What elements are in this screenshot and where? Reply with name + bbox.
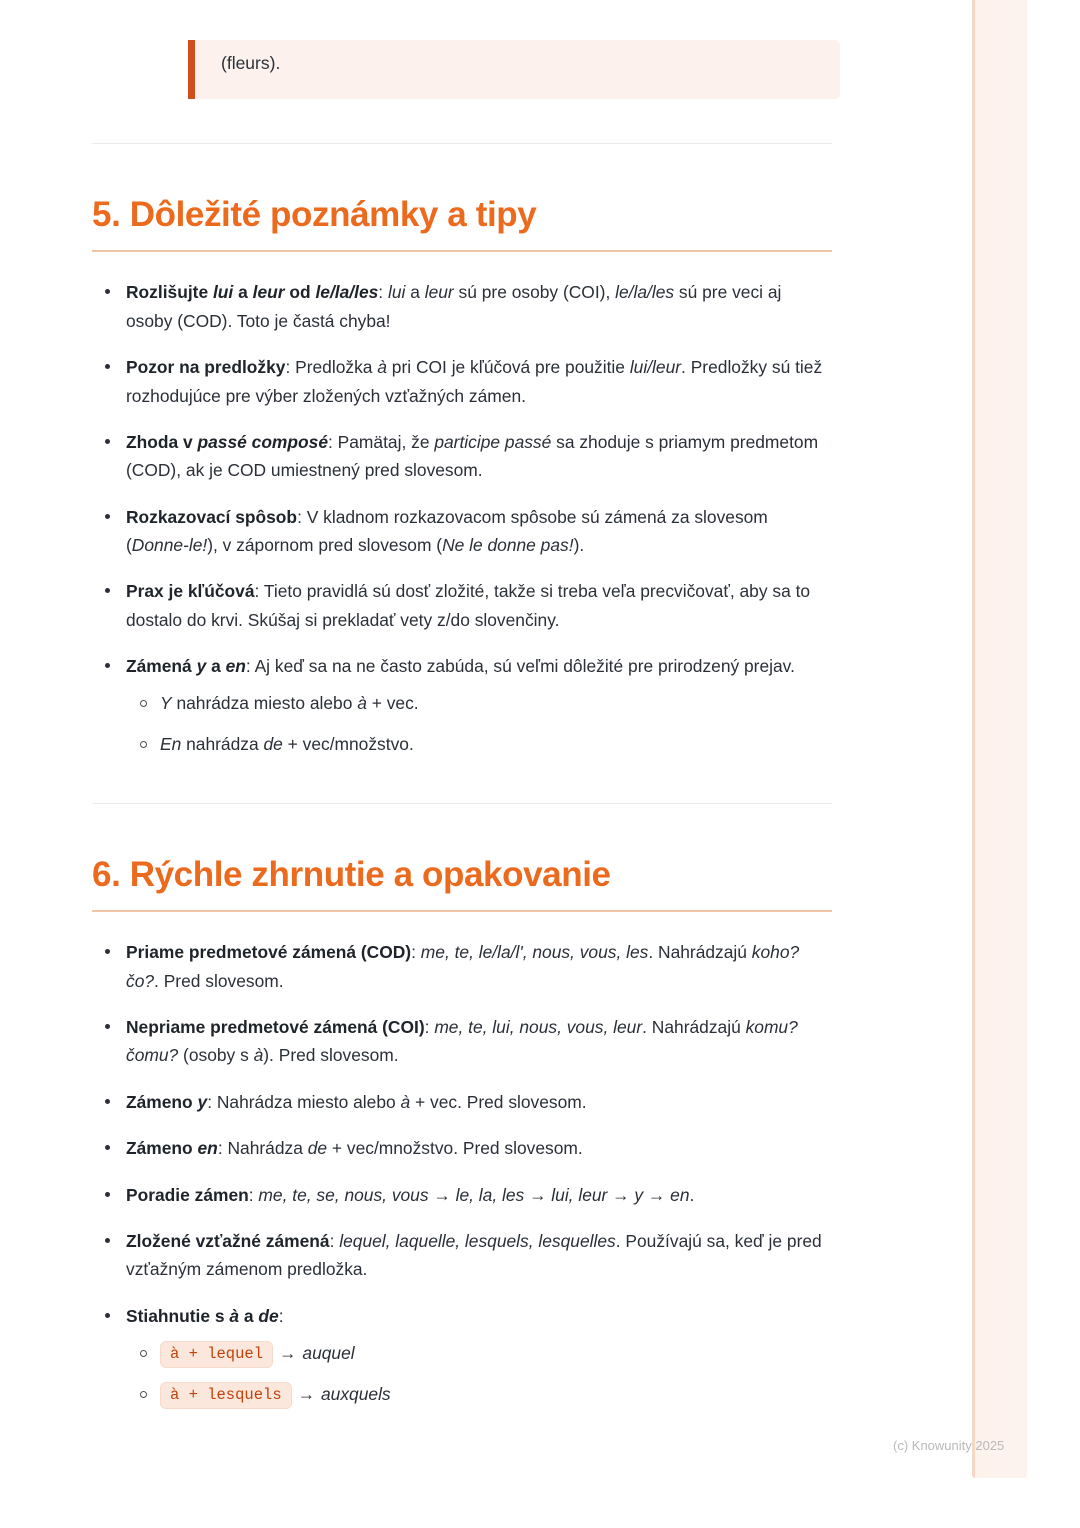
list-item: Prax je kľúčová: Tieto pravidlá sú dosť zložité, takže si treba veľa precvičovať, aby sa to dostalo do krvi. Skúšaj si prekladať vety z/do slovenčiny. <box>92 577 832 634</box>
contraction-result: auquel <box>302 1342 355 1363</box>
section-5-heading: 5. Dôležité poznámky a tipy <box>92 195 537 235</box>
section-5-heading-rule <box>92 250 832 252</box>
arrow-icon: → <box>279 1342 297 1363</box>
contraction-result: auxquels <box>321 1384 391 1405</box>
list-item: Priame predmetové zámená (COD): me, te, le/la/l', nous, vous, les. Nahrádzajú koho? čo?. Pred slovesom. <box>92 938 832 995</box>
list-item: Zhoda v passé composé: Pamätaj, že participe passé sa zhoduje s priamym predmetom (COD), ak je COD umiestnený pred slovesom. <box>92 428 832 485</box>
list-item: Zámeno y: Nahrádza miesto alebo à + vec. Pred slovesom. <box>92 1088 832 1116</box>
section-6-list <box>92 938 832 1409</box>
sub-list <box>126 690 832 759</box>
section-6-heading-rule <box>92 910 832 912</box>
section-divider <box>92 143 832 144</box>
list-item: Nepriame predmetové zámená (COI): me, te, lui, nous, vous, leur. Nahrádzajú komu? čomu? (osoby s à). Pred slovesom. <box>92 1013 832 1070</box>
watermark: (c) Knowunity 2025 <box>893 1438 1005 1453</box>
section-5 <box>92 194 848 759</box>
list-item: Rozlišujte lui a leur od le/la/les: lui a leur sú pre osoby (COI), le/la/les sú pre veci aj osoby (COD). Toto je častá chyba! <box>92 278 832 335</box>
code-chip: à + lesquels <box>160 1382 292 1409</box>
sub-list-contractions <box>126 1340 832 1409</box>
callout-box <box>188 40 840 99</box>
code-chip: à + lequel <box>160 1341 273 1368</box>
section-6-heading: 6. Rýchle zhrnutie a opakovanie <box>92 855 611 895</box>
arrow-icon: → <box>297 1384 316 1405</box>
list-item: Zámeno en: Nahrádza de + vec/množstvo. Pred slovesom. <box>92 1134 832 1162</box>
callout-text: (fleurs). <box>221 53 281 73</box>
decorative-edge-stripe <box>972 0 1027 1478</box>
list-item: Rozkazovací spôsob: V kladnom rozkazovacom spôsobe sú zámená za slovesom (Donne-le!), v zápornom pred slovesom (Ne le donne pas!). <box>92 503 832 560</box>
section-5-list <box>92 278 832 759</box>
sub-list-item <box>126 1340 832 1368</box>
list-item: Poradie zámen: me, te, se, nous, vous → le, la, les → lui, leur → y → en. <box>92 1181 832 1209</box>
list-item: Stiahnutie s à a de: à + lequel → auquel à + lesquels → auxquels <box>92 1302 832 1410</box>
section-6 <box>92 854 848 1409</box>
list-item: Zámená y a en: Aj keď sa na ne často zabúda, sú veľmi dôležité pre prirodzený prejav. Y nahrádza miesto alebo à + vec. En nahrádza de + vec/množstvo. <box>92 652 832 759</box>
section-divider <box>92 803 832 804</box>
list-item: Pozor na predložky: Predložka à pri COI je kľúčová pre použitie lui/leur. Predložky sú tiež rozhodujúce pre výber zložených vzťažných zámen. <box>92 353 832 410</box>
sub-list-item: En nahrádza de + vec/množstvo. <box>126 731 832 759</box>
sub-list-item <box>126 1381 832 1409</box>
sub-list-item: Y nahrádza miesto alebo à + vec. <box>126 690 832 718</box>
list-item: Zložené vzťažné zámená: lequel, laquelle, lesquels, lesquelles. Používajú sa, keď je pred vzťažným zámenom predložka. <box>92 1227 832 1284</box>
